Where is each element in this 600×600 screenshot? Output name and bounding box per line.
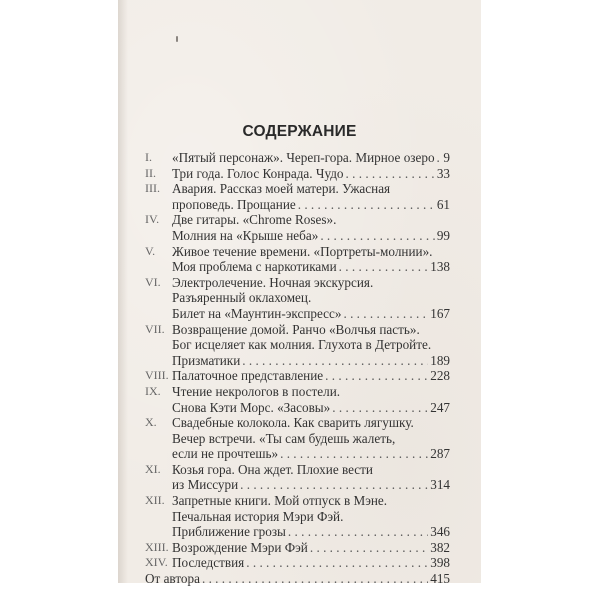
toc-entry bbox=[145, 540, 450, 556]
page-title: СОДЕРЖАНИЕ bbox=[242, 123, 357, 140]
dot-leader bbox=[280, 446, 428, 462]
paper-speck bbox=[176, 36, 178, 42]
dot-leader bbox=[332, 400, 428, 416]
chapter-title-line: От автора bbox=[145, 571, 200, 587]
dot-leader bbox=[346, 166, 435, 182]
dot-leader bbox=[246, 555, 428, 571]
toc-entry bbox=[145, 462, 450, 493]
chapter-title-line: Молния на «Крыше неба» bbox=[172, 227, 319, 243]
toc-entry bbox=[145, 150, 450, 166]
chapter-title-last-line bbox=[172, 197, 450, 213]
chapter-numeral: V. bbox=[145, 243, 156, 258]
chapter-title-line: Электролечение. Ночная экскурсия. bbox=[172, 274, 374, 290]
chapter-title bbox=[172, 181, 450, 212]
page-number: 61 bbox=[436, 196, 450, 212]
chapter-title-line: Возвращение домой. Ранчо «Волчья пасть». bbox=[172, 321, 420, 337]
chapter-title bbox=[172, 493, 450, 540]
chapter-title-line: Палаточное представление bbox=[172, 368, 324, 384]
chapter-numeral: II. bbox=[145, 165, 156, 180]
chapter-title-line: Запретные книги. Мой отпуск в Мэне. bbox=[172, 493, 388, 509]
dot-leader bbox=[437, 150, 442, 166]
page-number: 247 bbox=[430, 399, 450, 415]
chapter-numeral: IV. bbox=[145, 212, 160, 227]
chapter-title-line: Приближение грозы bbox=[172, 524, 286, 540]
dot-leader bbox=[242, 353, 428, 369]
toc-entry bbox=[145, 493, 450, 540]
chapter-numeral: VI. bbox=[145, 274, 161, 289]
page-gutter-shadow bbox=[118, 0, 128, 583]
dot-leader bbox=[343, 306, 428, 322]
dot-leader bbox=[325, 368, 428, 384]
chapter-numeral: VII. bbox=[145, 321, 165, 336]
chapter-title-line: Моя проблема с наркотиками bbox=[172, 259, 337, 275]
page-number: 382 bbox=[430, 539, 450, 555]
chapter-title-line: Билет на «Маунтин-экспресс» bbox=[172, 305, 342, 321]
chapter-title-line: Три года. Голос Конрада. Чудо bbox=[172, 165, 344, 181]
page-number: 33 bbox=[436, 165, 450, 181]
chapter-title-line: Призматики bbox=[172, 352, 241, 368]
toc-entry bbox=[145, 166, 450, 182]
page-number: 287 bbox=[430, 446, 450, 462]
chapter-title-line: Авария. Рассказ моей матери. Ужасная bbox=[172, 181, 391, 197]
page-number: 167 bbox=[430, 305, 450, 321]
chapter-title-line: если не прочтешь» bbox=[172, 446, 279, 462]
chapter-title bbox=[172, 212, 450, 243]
chapter-numeral: X. bbox=[145, 415, 157, 430]
page-number: 314 bbox=[430, 477, 450, 493]
chapter-title bbox=[172, 244, 450, 275]
toc-entry bbox=[145, 384, 450, 415]
chapter-title-line: Вечер встречи. «Ты сам будешь жалеть, bbox=[172, 430, 396, 446]
table-of-contents bbox=[145, 150, 450, 587]
chapter-title bbox=[145, 571, 450, 587]
dot-leader bbox=[202, 571, 428, 587]
chapter-title-last-line bbox=[172, 228, 450, 244]
toc-entry bbox=[145, 275, 450, 322]
chapter-title-last-line bbox=[172, 400, 450, 416]
toc-entry bbox=[145, 181, 450, 212]
chapter-title-last-line bbox=[172, 306, 450, 322]
toc-entry bbox=[145, 555, 450, 571]
chapter-title-line: Возрождение Мэри Фэй bbox=[172, 539, 308, 555]
chapter-numeral: III. bbox=[145, 181, 160, 196]
page-number: 189 bbox=[430, 352, 450, 368]
chapter-title-last-line bbox=[172, 353, 450, 369]
chapter-numeral: IX. bbox=[145, 383, 161, 398]
chapter-title-last-line bbox=[172, 150, 450, 166]
chapter-title-line: Печальная история Мэри Фэй. bbox=[172, 508, 344, 524]
chapter-title-last-line bbox=[172, 477, 450, 493]
chapter-title-last-line bbox=[172, 446, 450, 462]
chapter-title bbox=[172, 384, 450, 415]
chapter-title-last-line bbox=[172, 540, 450, 556]
page-number: 99 bbox=[436, 227, 450, 243]
page-number: 346 bbox=[430, 524, 450, 540]
chapter-numeral: XIII. bbox=[145, 539, 169, 554]
dot-leader bbox=[320, 228, 435, 244]
page-number: 9 bbox=[443, 150, 450, 165]
chapter-title-line: Разъяренный оклахомец. bbox=[172, 290, 312, 306]
chapter-title-line: «Пятый персонаж». Череп-гора. Мирное озеро bbox=[172, 150, 435, 165]
chapter-title-last-line bbox=[172, 368, 450, 384]
page-number: 398 bbox=[430, 555, 450, 571]
toc-entry bbox=[145, 322, 450, 369]
dot-leader bbox=[240, 477, 428, 493]
chapter-title bbox=[172, 555, 450, 571]
toc-entry bbox=[145, 415, 450, 462]
chapter-title-last-line bbox=[172, 555, 450, 571]
chapter-title bbox=[172, 150, 450, 166]
chapter-numeral: XII. bbox=[145, 493, 165, 508]
page-number: 415 bbox=[430, 571, 450, 587]
chapter-title bbox=[172, 462, 450, 493]
chapter-title bbox=[172, 540, 450, 556]
chapter-title-line: Снова Кэти Морс. «Засовы» bbox=[172, 399, 331, 415]
dot-leader bbox=[339, 259, 429, 275]
chapter-title bbox=[172, 275, 450, 322]
chapter-numeral: VIII. bbox=[145, 368, 169, 383]
page-number: 138 bbox=[430, 259, 450, 275]
chapter-title-last-line bbox=[172, 524, 450, 540]
toc-entry bbox=[145, 212, 450, 243]
chapter-title-line: Козья гора. Она ждет. Плохие вести bbox=[172, 461, 373, 477]
page-number: 228 bbox=[430, 368, 450, 384]
toc-entry bbox=[145, 244, 450, 275]
chapter-title-line: Бог исцеляет как молния. Глухота в Детройте. bbox=[172, 337, 432, 353]
book-page bbox=[118, 0, 481, 587]
chapter-numeral: I. bbox=[145, 150, 152, 164]
chapter-title-last-line bbox=[172, 166, 450, 182]
chapter-title bbox=[172, 322, 450, 369]
chapter-numeral: XIV. bbox=[145, 555, 168, 570]
dot-leader bbox=[298, 197, 435, 213]
toc-entry bbox=[145, 571, 450, 587]
chapter-title-line: Чтение некрологов в постели. bbox=[172, 383, 341, 399]
chapter-title-line: Последствия bbox=[172, 555, 245, 571]
chapter-title-last-line bbox=[172, 259, 450, 275]
chapter-title bbox=[172, 368, 450, 384]
dot-leader bbox=[288, 524, 428, 540]
chapter-title-line: Свадебные колокола. Как сварить лягушку. bbox=[172, 415, 414, 431]
chapter-title-line: Живое течение времени. «Портреты-молнии». bbox=[172, 243, 433, 259]
dot-leader bbox=[310, 540, 428, 556]
chapter-title bbox=[172, 166, 450, 182]
chapter-title-line: из Миссури bbox=[172, 477, 239, 493]
chapter-title-last-line bbox=[145, 571, 450, 587]
chapter-title-line: Две гитары. «Chrome Roses». bbox=[172, 212, 337, 228]
toc-entry bbox=[145, 368, 450, 384]
chapter-title-line: проповедь. Прощание bbox=[172, 196, 296, 212]
chapter-title bbox=[172, 415, 450, 462]
chapter-numeral: XI. bbox=[145, 461, 161, 476]
